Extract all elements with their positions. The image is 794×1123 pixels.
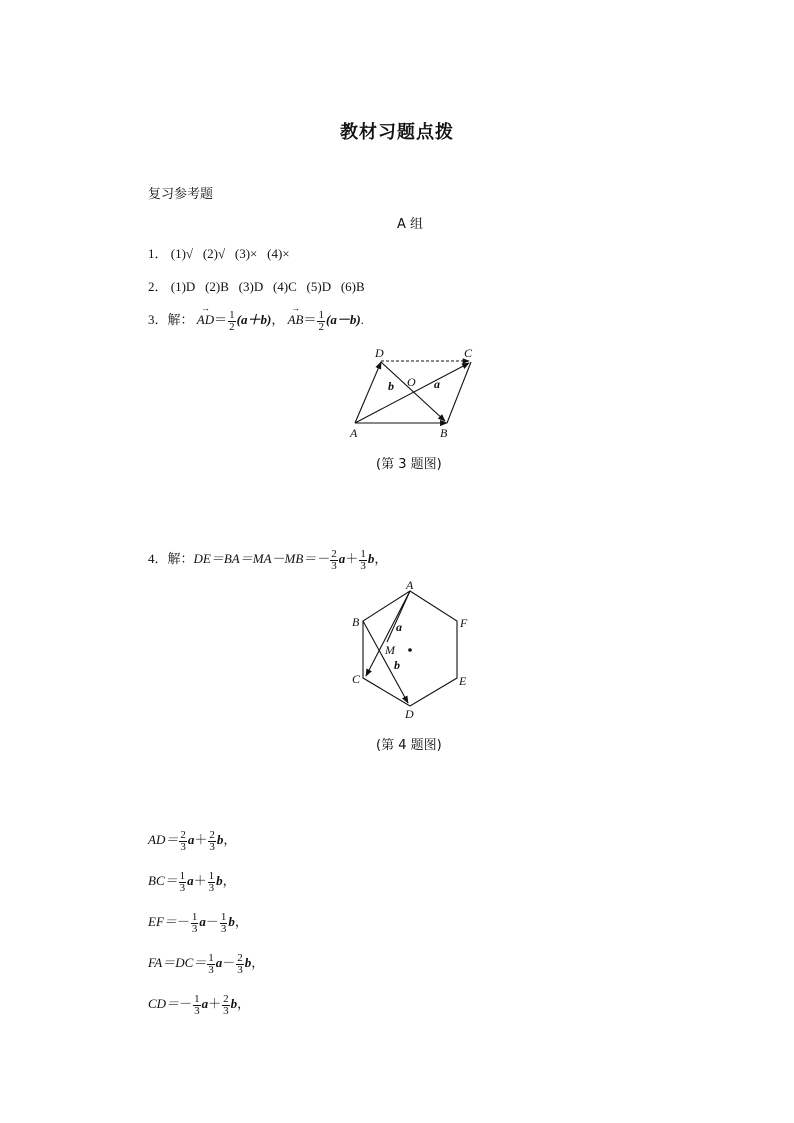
answer-item: (5)D [306, 279, 332, 294]
sign: － [179, 996, 193, 1011]
vector-a: a [199, 914, 206, 929]
answer-line-1 [148, 243, 290, 262]
operator: ＋ [193, 873, 207, 888]
fraction: $\frac{2}{3}$ [180, 828, 186, 853]
answer-line-3 [148, 303, 364, 333]
vector-a: a [338, 551, 346, 566]
result-lhs: AD＝ [148, 832, 179, 847]
result-line [148, 993, 250, 1017]
answer-item: (3)× [234, 246, 258, 261]
comma: ， [251, 955, 265, 970]
label-a: A [350, 426, 358, 440]
group-heading: A 组 [396, 217, 424, 232]
label-b: B [440, 426, 448, 440]
vector-ad: → AD [196, 303, 215, 327]
vector-a: a [187, 873, 194, 888]
figure-3-parallelogram [340, 342, 480, 442]
result-line [148, 911, 248, 935]
result-line [148, 952, 264, 976]
sum-expression: (a＋b) [236, 312, 272, 327]
question-number: 2． [148, 279, 168, 294]
label-c: C [464, 346, 473, 360]
answer-item: (3)D [238, 279, 264, 294]
vector-a: a [201, 996, 209, 1011]
edge-ad [355, 362, 381, 423]
answer-item: (4)× [267, 246, 290, 261]
section-heading: 复习参考题 [148, 187, 214, 202]
answer-item: (2)B [205, 279, 229, 294]
vector-b: b [216, 832, 224, 847]
figure-4-hexagon [340, 580, 480, 725]
result-lhs: FA＝DC＝ [148, 955, 207, 970]
result-line [148, 829, 236, 853]
vector-b: b [244, 955, 252, 970]
label-c: C [352, 672, 361, 686]
label-b: B [352, 615, 360, 629]
expression: DE＝BA＝MA－MB＝－ [193, 551, 330, 566]
fraction: $\frac{1}{3}$ [360, 547, 366, 572]
label-vector-b: b [394, 658, 400, 672]
label-e: E [459, 674, 467, 688]
operator: ＋ [208, 996, 222, 1011]
fraction: $\frac{2}{3}$ [209, 828, 215, 853]
center-point [408, 648, 412, 652]
diagonal-ac [355, 363, 469, 423]
result-lhs: EF＝ [148, 914, 177, 929]
result-lhs: BC＝ [148, 873, 178, 888]
equals-sign: ＝ [303, 312, 317, 327]
result-lhs: CD＝ [148, 996, 180, 1011]
fraction: $\frac{1}{3}$ [208, 869, 215, 894]
label-vector-a: a [434, 377, 440, 391]
period: . [360, 312, 364, 327]
fraction: $\frac{1}{3}$ [194, 992, 200, 1017]
answer-item: (1)√ [170, 246, 194, 261]
fraction: $\frac{1}{2}$ [318, 308, 324, 333]
vector-b: b [367, 551, 375, 566]
figure-4-caption: (第 4 题图) [376, 738, 442, 753]
label-m: M [385, 643, 395, 657]
operator: － [205, 914, 219, 929]
equals-sign: ＝ [214, 312, 228, 327]
fraction: $\frac{1}{3}$ [179, 869, 186, 894]
answer-item: (6)B [340, 279, 365, 294]
edge-bc [447, 362, 471, 423]
question-number: 1． [148, 246, 168, 261]
vector-ab: → AB [287, 303, 304, 327]
comma: ， [222, 873, 236, 888]
fraction: $\frac{2}{3}$ [237, 951, 243, 976]
figure-3-caption: (第 3 题图) [376, 457, 442, 472]
answer-item: (1)D [170, 279, 196, 294]
operator: ＋ [194, 832, 208, 847]
fraction: $\frac{1}{2}$ [229, 308, 235, 333]
separator: ， [271, 312, 285, 327]
comma: ， [374, 551, 388, 566]
answer-item: (2)√ [202, 246, 226, 261]
comma: ， [237, 996, 251, 1011]
fraction: $\frac{2}{3}$ [223, 992, 229, 1017]
difference-expression: (a－b) [325, 312, 361, 327]
label-f: F [460, 616, 468, 630]
question-number: 4． [148, 551, 168, 566]
fraction: $\frac{1}{3}$ [220, 910, 227, 935]
result-line [148, 870, 236, 894]
fraction: $\frac{1}{3}$ [191, 910, 198, 935]
segment-ac [366, 591, 410, 676]
question-number: 3． [148, 312, 168, 327]
comma: ， [234, 914, 248, 929]
label-d: D [405, 707, 414, 721]
fraction: $\frac{1}{3}$ [208, 951, 214, 976]
operator: － [222, 955, 236, 970]
solution-lead: 解： [167, 551, 194, 566]
label-d: D [375, 346, 384, 360]
answer-item: (4)C [272, 279, 297, 294]
label-a: A [406, 580, 414, 592]
label-o: O [407, 375, 416, 389]
vector-b: b [230, 996, 238, 1011]
label-vector-a: a [396, 620, 402, 634]
plus-sign: ＋ [345, 551, 359, 566]
vector-b: b [216, 873, 223, 888]
vector-a: a [215, 955, 223, 970]
sign: － [176, 914, 190, 929]
answer-line-4 [148, 548, 387, 572]
page-title: 教材习题点拨 [340, 122, 454, 143]
label-vector-b: b [388, 379, 394, 393]
comma: ， [223, 832, 237, 847]
solution-lead: 解： [167, 312, 194, 327]
answer-line-2 [148, 276, 365, 295]
fraction: $\frac{2}{3}$ [331, 547, 337, 572]
vector-a: a [187, 832, 195, 847]
vector-b: b [228, 914, 235, 929]
